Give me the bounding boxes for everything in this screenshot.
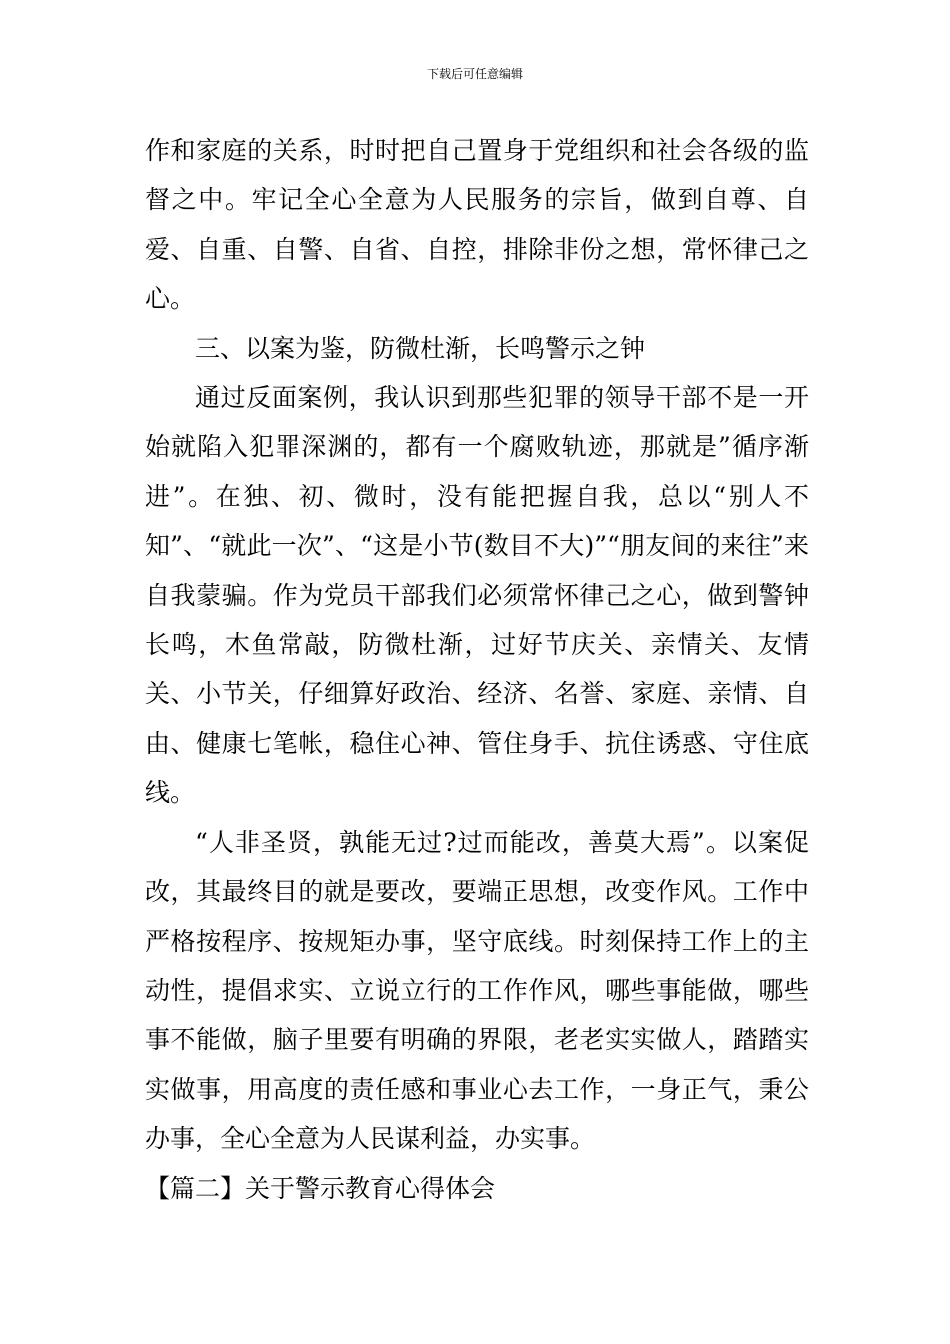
page-header: 下载后可任意编辑	[426, 67, 523, 81]
paragraph-continuation: 作和家庭的关系，时时把自己置身于党组织和社会各级的监督之中。牢记全心全意为人民服务的宗旨，做到自尊、自爱、自重、自警、自省、自控，排除非份之想，常怀律己之心。	[145, 136, 809, 314]
section-heading-three: 三、以案为鉴，防微杜渐，长鸣警示之钟	[195, 333, 646, 363]
part-two-title: 【篇二】关于警示教育心得体会	[145, 1173, 496, 1203]
paragraph-reform: “人非圣贤，孰能无过?过而能改，善莫大焉”。以案促改，其最终目的就是要改，要端正思想，改变作风。工作中严格按程序、按规矩办事，坚守底线。时刻保持工作上的主动性，提倡求实、立说立行的工作作风，哪些事能做，哪些事不能做，脑子里要有明确的界限，老老实实做人，踏踏实实做事，用高度的责任感和事业心去工作，一身正气，秉公办事，全心全意为人民谋利益，办实事。	[145, 827, 809, 1154]
document-body	[145, 126, 809, 1213]
paragraph-case-lessons: 通过反面案例，我认识到那些犯罪的领导干部不是一开始就陷入犯罪深渊的，都有一个腐败轨迹，那就是”循序渐进”。在独、初、微时，没有能把握自我，总以“别人不知”、“就此一次”、“这是小节(数目不大)”“朋友间的来往”来自我蒙骗。作为党员干部我们必须常怀律己之心，做到警钟长鸣，木鱼常敲，防微杜渐，过好节庆关、亲情关、友情关、小节关，仔细算好政治、经济、名誉、家庭、亲情、自由、健康七笔帐，稳住心神、管住身手、抗住诱惑、守住底线。	[145, 383, 809, 808]
